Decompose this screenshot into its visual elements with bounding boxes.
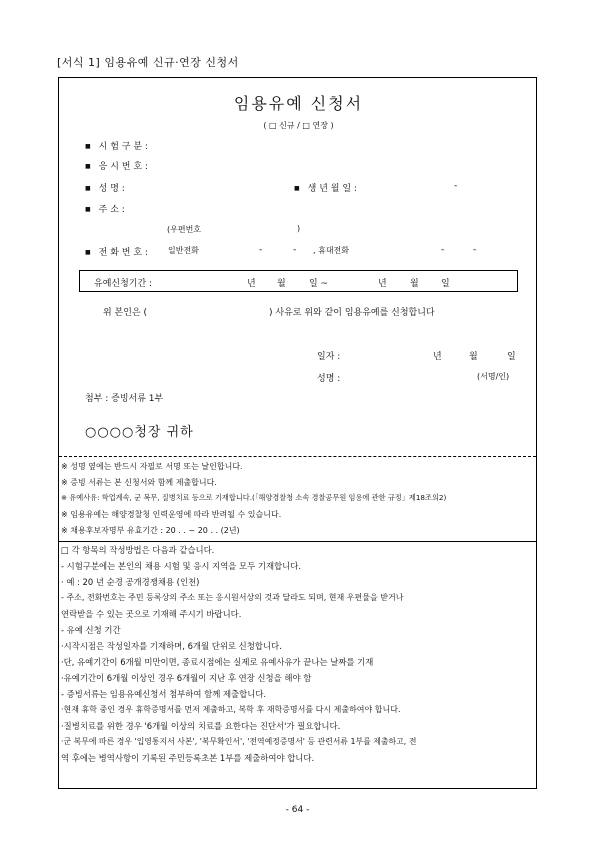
note-line: ※ 증빙 서류는 본 신청서와 함께 제출합니다. xyxy=(61,478,217,487)
birthdate-label: ■ 생 년 월 일 : xyxy=(294,181,357,194)
note-line: ※ 임용유예는 해양경찰청 인력운영에 따라 반려될 수 있습니다. xyxy=(61,510,282,519)
signature-name-label: 성명 : xyxy=(317,374,341,384)
statement-left: 위 본인은 ( xyxy=(103,308,148,318)
instruction-line: ·시작시점은 작성일자를 기재하며, 6개월 단위로 신청합니다. xyxy=(61,641,282,651)
instruction-line: - 유예 신청 기간 xyxy=(61,625,121,635)
signature-seal: (서명/인) xyxy=(477,372,510,381)
signature-day: 일 xyxy=(507,352,516,362)
name-label: ■ 성 명 : xyxy=(85,181,125,194)
period-start-year: 년 xyxy=(247,279,256,289)
form-title: 임용유예 신청서 xyxy=(233,94,364,113)
statement-right: ) 사유로 위와 같이 임용유예를 신청합니다 xyxy=(269,308,435,318)
signature-month: 월 xyxy=(469,352,478,362)
instruction-line: ·현재 휴학 중인 경우 휴학증명서를 먼저 제출하고, 복학 후 재학증명서를 다시 제출하여야 합니다. xyxy=(61,705,401,714)
instructions-separator xyxy=(59,541,536,542)
instruction-line: · 예 : 20 년 순경 공개경쟁채용 (인천) xyxy=(61,577,200,587)
phone-dash-1: - xyxy=(259,245,263,255)
exam-category-label: ■ 시 험 구 분 : xyxy=(85,139,148,152)
instruction-line: - 주소, 전화번호는 주민 등록상의 주소 또는 응시원서상의 것과 달라도 되며, 현재 우편물을 받거나 xyxy=(61,593,404,602)
instruction-line: 연락받을 수 있는 곳으로 기재해 주시기 바랍니다. xyxy=(61,609,242,619)
instruction-line: ·유예기간이 6개월 이상인 경우 6개월이 지난 후 연장 신청을 해야 함 xyxy=(61,673,312,683)
address-label: ■ 주 소 : xyxy=(85,202,125,215)
phone-dash-2: - xyxy=(293,245,297,255)
period-end-month: 월 xyxy=(410,279,419,289)
note-line: ※ 유예사유: 학업계속, 군 복무, 질병치료 등으로 기재합니다.(「해양경찰청 소속 경찰공무원 임용에 관한 규정」제18조의2) xyxy=(61,493,447,502)
period-start-month: 월 xyxy=(277,279,286,289)
page-number: - 64 - xyxy=(285,805,310,815)
application-form xyxy=(58,77,537,789)
instruction-line: ·단, 유예기간이 6개월 미만이면, 종료시점에는 실제로 유예사유가 끝나는 날짜를 기재 xyxy=(61,657,374,667)
mobile-dash-2: - xyxy=(473,245,477,255)
postal-code-close: ) xyxy=(297,224,301,233)
note-line: ※ 채용후보자명부 유효기간 : 20 . . ~ 20 . . (2년) xyxy=(61,526,240,535)
signature-year: 년 xyxy=(433,352,442,362)
mobile-dash-1: - xyxy=(441,245,445,255)
postal-code-label: (우편번호 xyxy=(167,225,202,234)
instruction-line: - 시험구분에는 본인의 채용 시험 및 응시 지역을 모두 기재합니다. xyxy=(61,561,301,571)
deferral-period-label: 유예신청기간 : xyxy=(94,279,153,289)
instruction-line: □ 각 항목의 작성방법은 다음과 같습니다. xyxy=(61,545,215,555)
instruction-line: 역 후에는 병역사항이 기록된 주민등록초본 1부를 제출하여야 합니다. xyxy=(61,753,315,763)
period-end-year: 년 xyxy=(378,279,387,289)
period-end-day: 일 xyxy=(441,279,450,289)
birthdate-dash: - xyxy=(454,181,458,191)
note-line: ※ 성명 옆에는 반드시 자필로 서명 또는 날인합니다. xyxy=(61,462,243,471)
phone-label: ■ 전 화 번 호 : xyxy=(85,245,148,258)
notes-separator xyxy=(59,456,536,457)
deferral-period-box[interactable] xyxy=(79,270,518,292)
instruction-line: - 증빙서류는 임용유예신청서 첨부하여 함께 제출합니다. xyxy=(61,689,267,699)
period-start-day: 일 ~ xyxy=(309,279,329,289)
general-phone-label: 일반전화 xyxy=(168,246,199,255)
exam-number-label: ■ 응 시 번 호 : xyxy=(85,159,148,172)
form-caption: [서식 1] 임용유예 신규·연장 신청서 xyxy=(57,56,239,69)
instruction-line: ·군 복무에 따른 경우 '입영통지서 사본', '복무확인서', '전역예정증명서' 등 관련서류 1부를 제출하고, 전 xyxy=(61,737,417,746)
form-type-checkboxes[interactable]: ( □ 신규 / □ 연장 ) xyxy=(263,121,334,130)
attachment-note: 첨부 : 증빙서류 1부 xyxy=(85,394,164,404)
instruction-line: ·질병치료를 위한 경우 '6개월 이상의 치료를 요한다는 진단서'가 필요합니다. xyxy=(61,721,341,731)
recipient: ○○○○청장 귀하 xyxy=(85,425,194,440)
mobile-phone-label: , 휴대전화 xyxy=(313,246,349,255)
signature-date-label: 일자 : xyxy=(317,352,341,362)
